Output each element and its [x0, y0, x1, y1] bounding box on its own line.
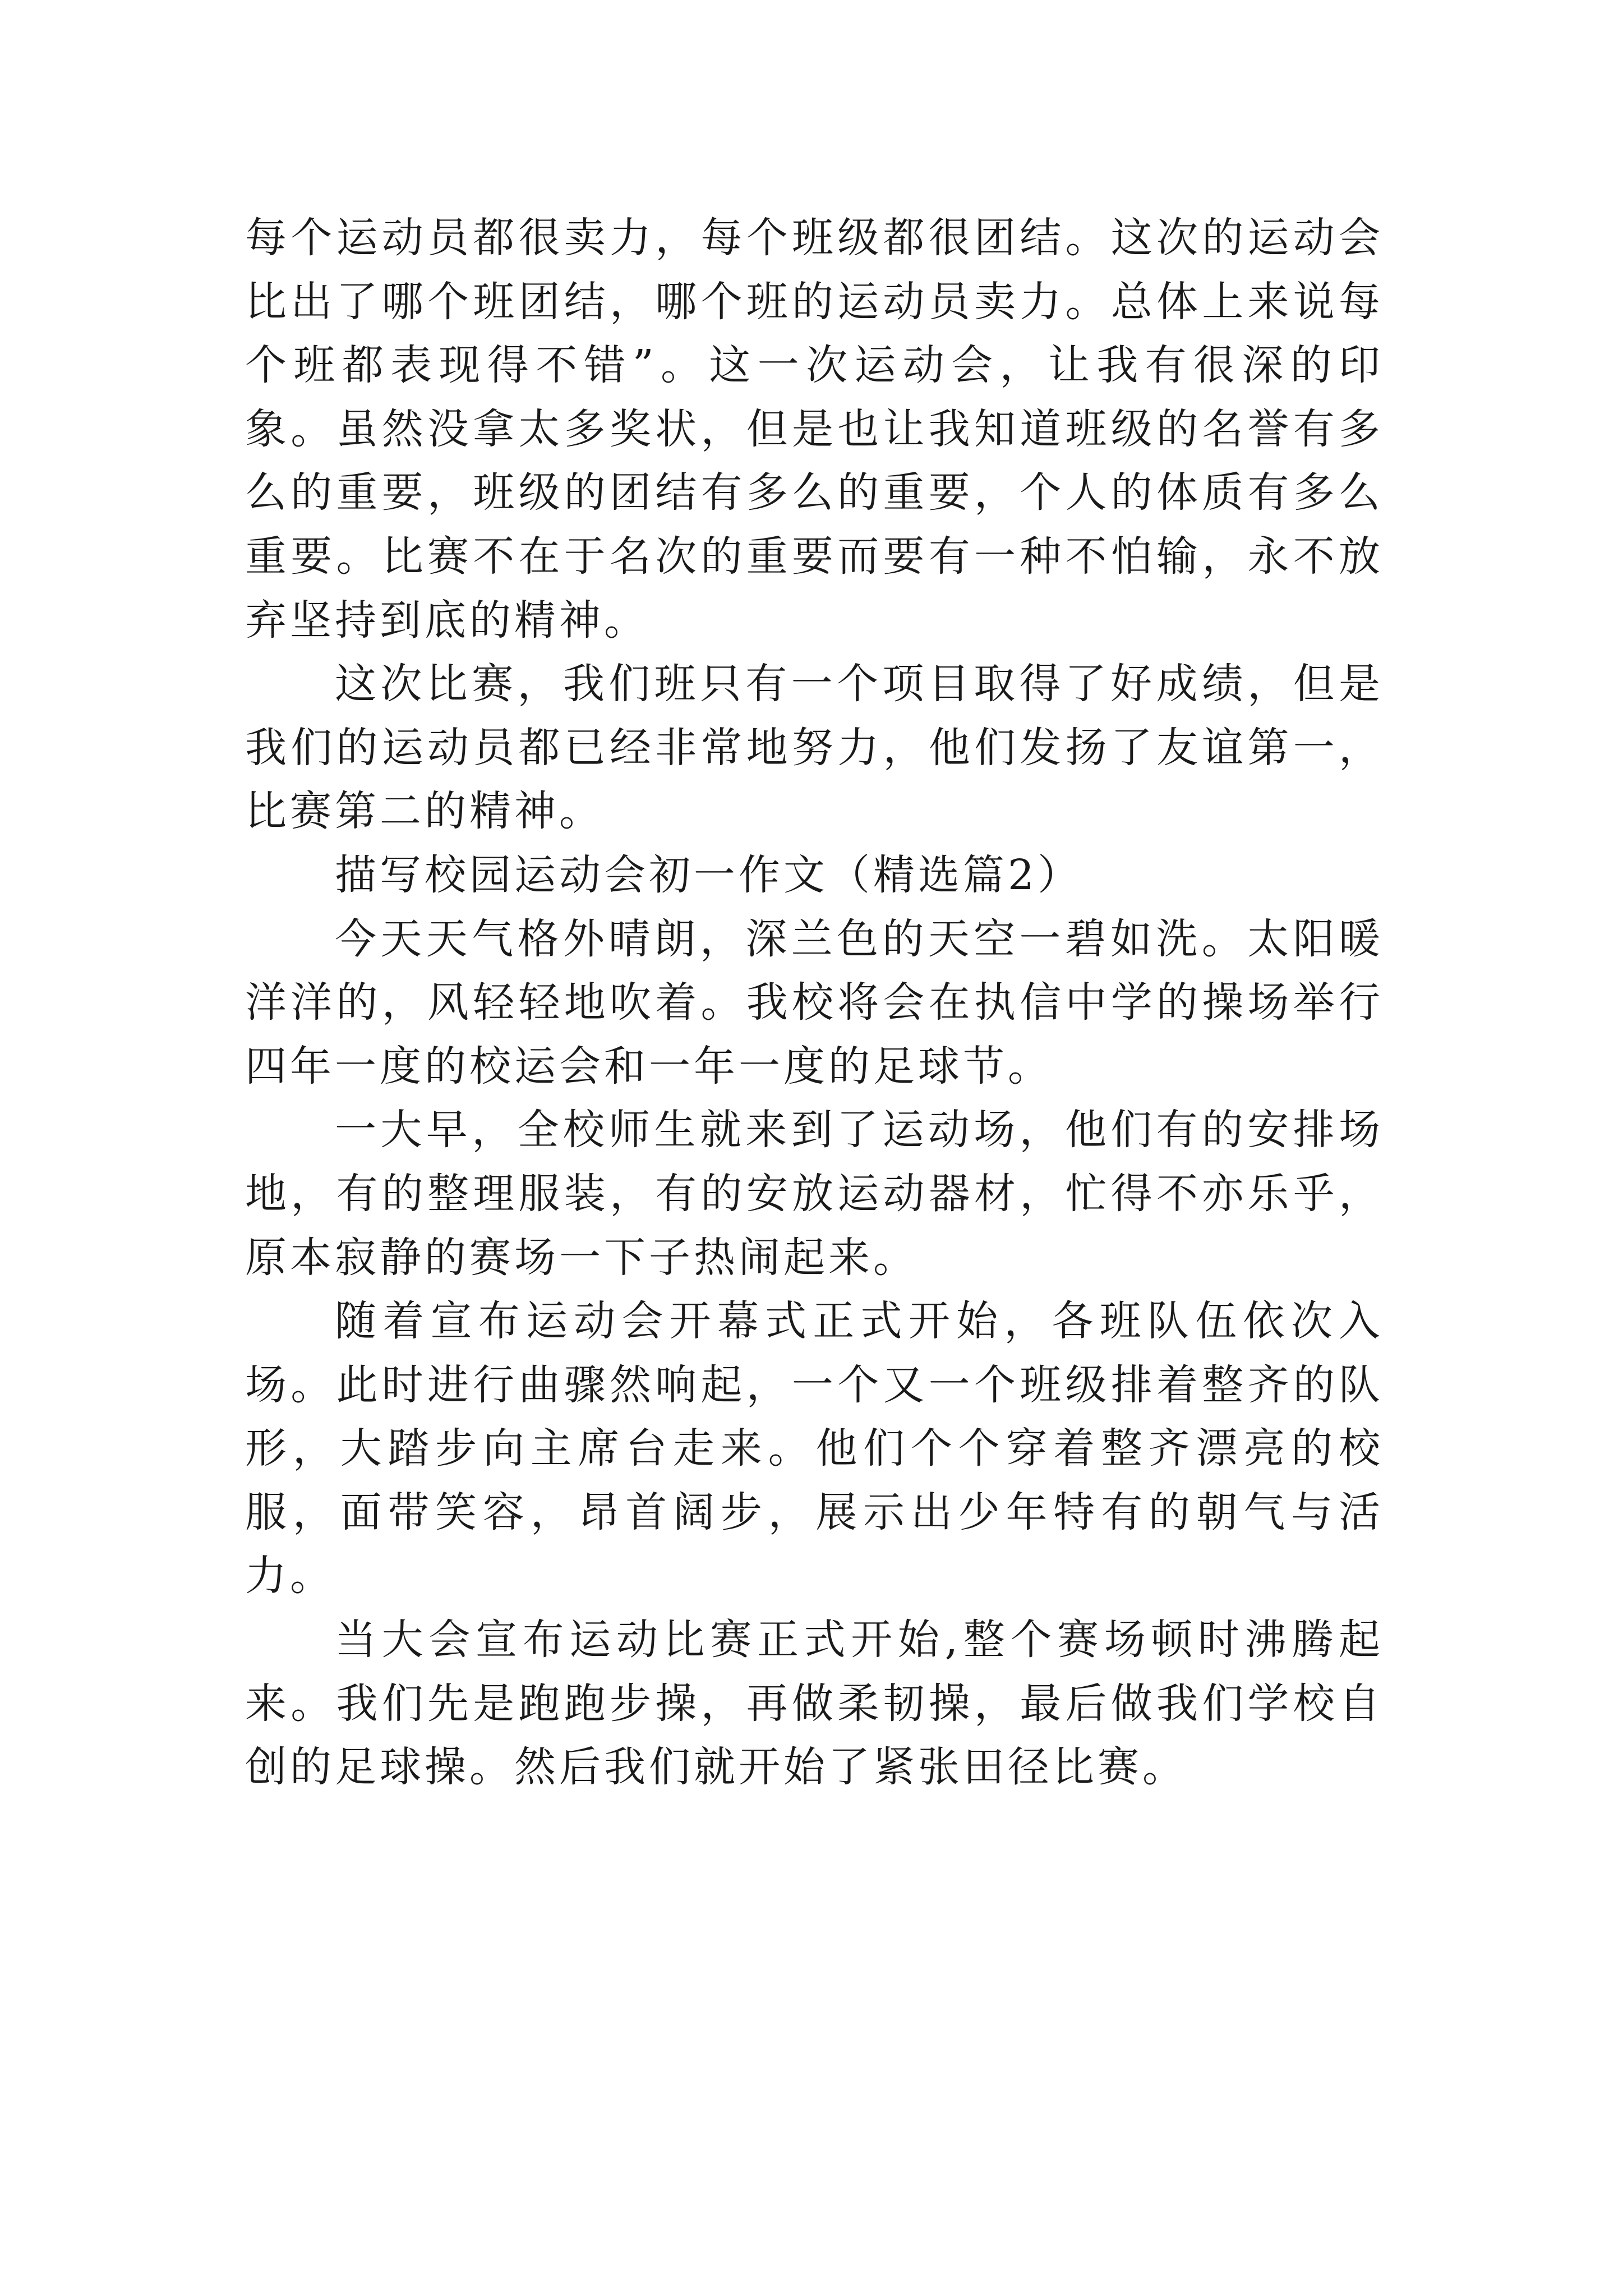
paragraph-2: 这次比赛，我们班只有一个项目取得了好成绩，但是我们的运动员都已经非常地努力，他们发扬了友谊第一，比赛第二的精神。: [245, 660, 1384, 836]
paragraph-5: 随着宣布运动会开幕式正式开始，各班队伍依次入场。此时进行曲骤然响起，一个又一个班级排着整齐的队形，大踏步向主席台走来。他们个个穿着整齐漂亮的校服，面带笑容，昂首阔步，展示出少年特有的朝气与活力。: [245, 1297, 1384, 1600]
paragraph-1: 每个运动员都很卖力，每个班级都很团结。这次的运动会比出了哪个班团结，哪个班的运动员卖力。总体上来说每个班都表现得不错”。这一次运动会，让我有很深的印象。虽然没拿太多奖状，但是也让我知道班级的名誉有多么的重要，班级的团结有多么的重要，个人的体质有多么重要。比赛不在于名次的重要而要有一种不怕输，永不放弃坚持到底的精神。: [245, 214, 1384, 645]
section-heading: 描写校园运动会初一作文（精选篇2）: [335, 850, 1083, 899]
paragraph-3: 今天天气格外晴朗，深兰色的天空一碧如洗。太阳暖洋洋的，风轻轻地吹着。我校将会在执信中学的操场举行四年一度的校运会和一年一度的足球节。: [245, 914, 1384, 1091]
paragraph-6: 当大会宣布运动比赛正式开始,整个赛场顿时沸腾起来。我们先是跑跑步操，再做柔韧操，最后做我们学校自创的足球操。然后我们就开始了紧张田径比赛。: [245, 1616, 1384, 1792]
paragraph-4: 一大早，全校师生就来到了运动场，他们有的安排场地，有的整理服装，有的安放运动器材，忙得不亦乐乎，原本寂静的赛场一下子热闹起来。: [245, 1106, 1384, 1282]
document-body: [245, 206, 1384, 1800]
